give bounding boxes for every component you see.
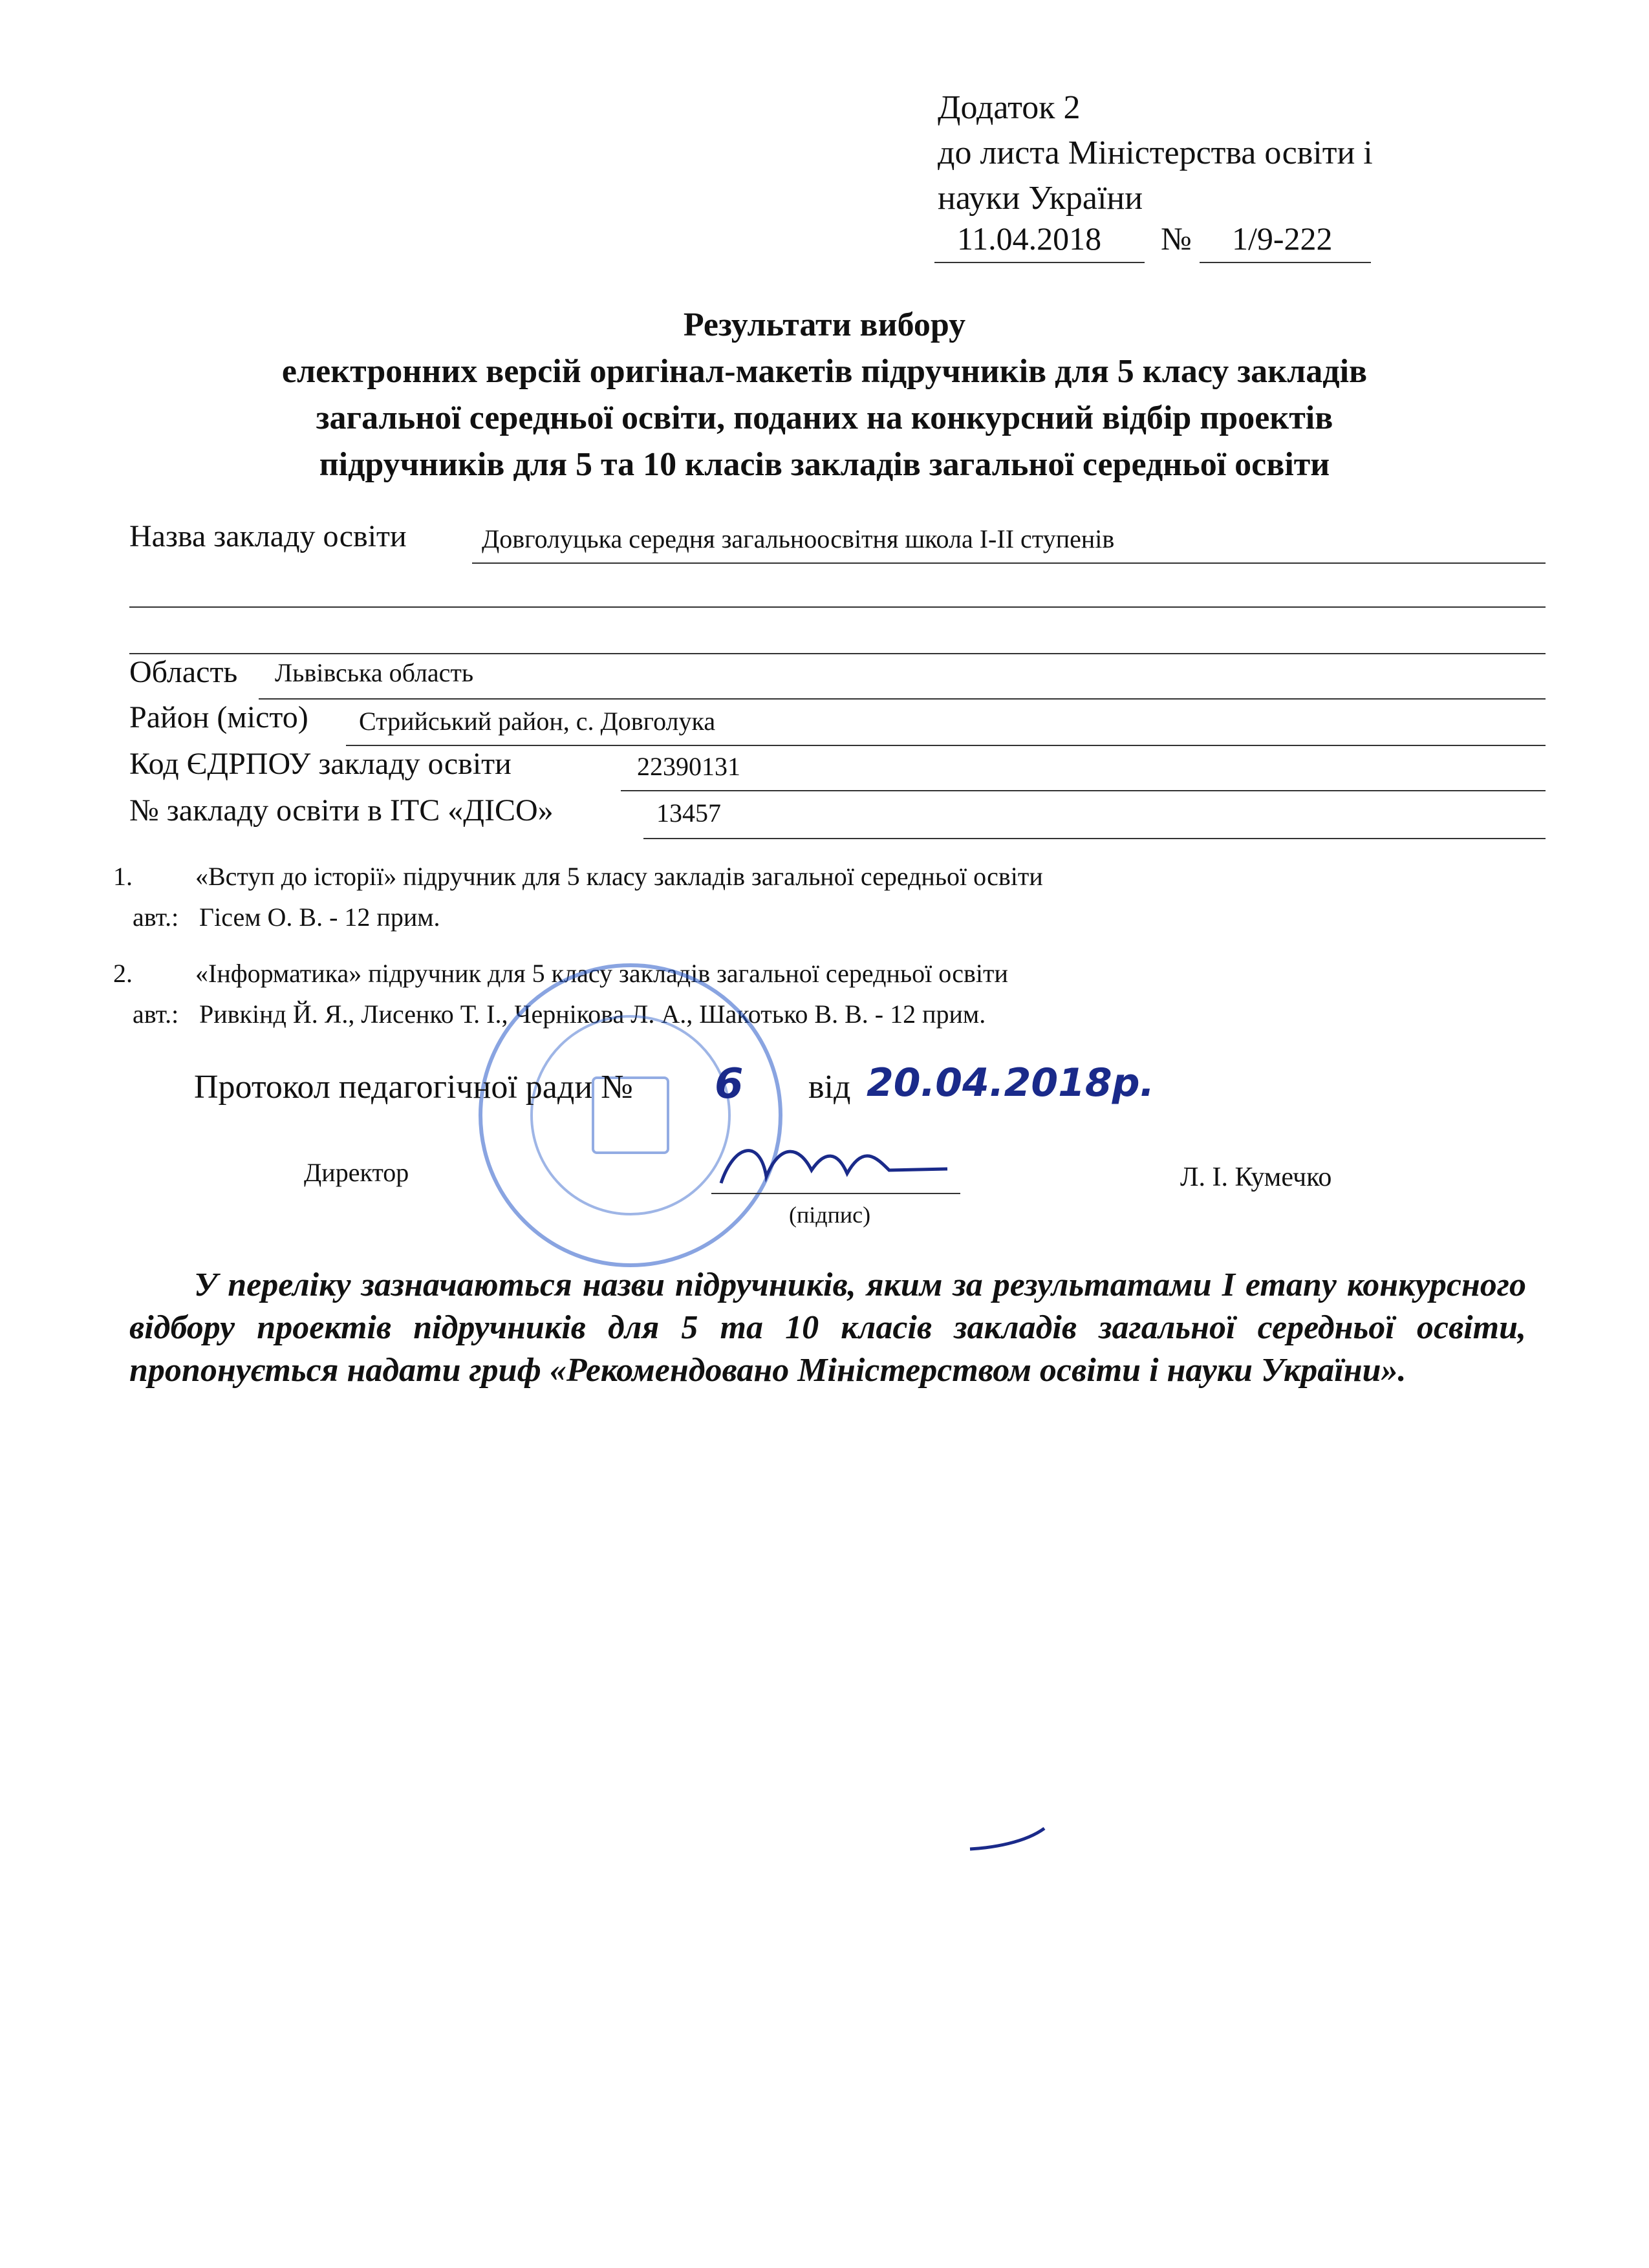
book-1-authors-label: авт.: [133,903,179,932]
letter-date: 11.04.2018 [957,220,1102,257]
edrpou-value: 22390131 [637,752,740,781]
document-subtitle-line-3: підручників для 5 та 10 класів закладів загальної середньої освіти [319,446,1330,483]
document-note: У переліку зазначаються назви підручників, яким за результатами І етапу конкурсного відбору проектів підручників для 5 та 10 класів закладів загальної середньої освіти, пропонується надати гриф «Рекомендовано Міністерством освіти і науки України». [129,1267,1526,1389]
book-2-number: 2. [113,959,133,988]
protocol-label: Протокол педагогічної ради № [194,1069,633,1106]
district-label: Район (місто) [129,700,308,734]
district-value: Стрийський район, с. Довголука [359,707,716,736]
letter-number-sign: № [1161,220,1192,257]
region-line [259,698,1546,700]
school-name-line-3 [129,653,1546,654]
appendix-title: Додаток 2 [938,89,1081,126]
book-2-authors-label: авт.: [133,1000,179,1029]
protocol-number: 6 [715,1060,744,1108]
region-label: Область [129,655,238,689]
protocol-date-label: від [808,1069,851,1106]
edrpou-line [621,790,1546,791]
book-1-authors: Гісем О. В. - 12 прим. [199,903,440,932]
district-line [346,745,1546,746]
school-name-value: Довголуцька середня загальноосвітня школа І-ІІ ступенів [482,524,1115,553]
document-subtitle-line-1: електронних версій оригінал-макетів підручників для 5 класу закладів [281,353,1368,390]
pen-mark [967,1823,1051,1856]
protocol-date: 20.04.2018р. [867,1060,1155,1106]
itc-line [643,838,1546,839]
document-subtitle-line-2: загальної середньої освіти, поданих на конкурсний відбір проектів [316,400,1333,436]
letter-reference [938,220,1377,265]
school-name-line [472,562,1546,564]
letter-number: 1/9-222 [1232,220,1333,257]
appendix-ministry-line: науки України [938,180,1143,217]
signature-caption: (підпис) [789,1202,871,1228]
book-2-authors: Ривкінд Й. Я., Лисенко Т. І., Чернікова Л. А., Шакотько В. В. - 12 прим. [199,1000,986,1029]
date-underline [934,262,1145,263]
director-signature [708,1118,954,1203]
itc-value: 13457 [656,798,721,828]
document-title: Результати вибору [683,306,966,343]
region-value: Львівська область [275,658,474,687]
book-1-title: «Вступ до історії» підручник для 5 класу закладів загальної середньої освіти [195,862,1043,891]
book-2-title: «Інформатика» підручник для 5 класу закладів загальної середньої освіти [195,959,1008,988]
school-name-label: Назва закладу освіти [129,519,407,553]
director-name: Л. І. Кумечко [1180,1162,1332,1192]
edrpou-label: Код ЄДРПОУ закладу освіти [129,747,512,781]
number-underline [1200,262,1371,263]
signature-line [711,1193,960,1194]
appendix-letter-line: до листа Міністерства освіти і [938,134,1373,171]
director-label: Директор [304,1158,409,1187]
school-name-line-2 [129,606,1546,608]
itc-label: № закладу освіти в ІТС «ДІСО» [129,793,554,828]
book-1-number: 1. [113,862,133,891]
